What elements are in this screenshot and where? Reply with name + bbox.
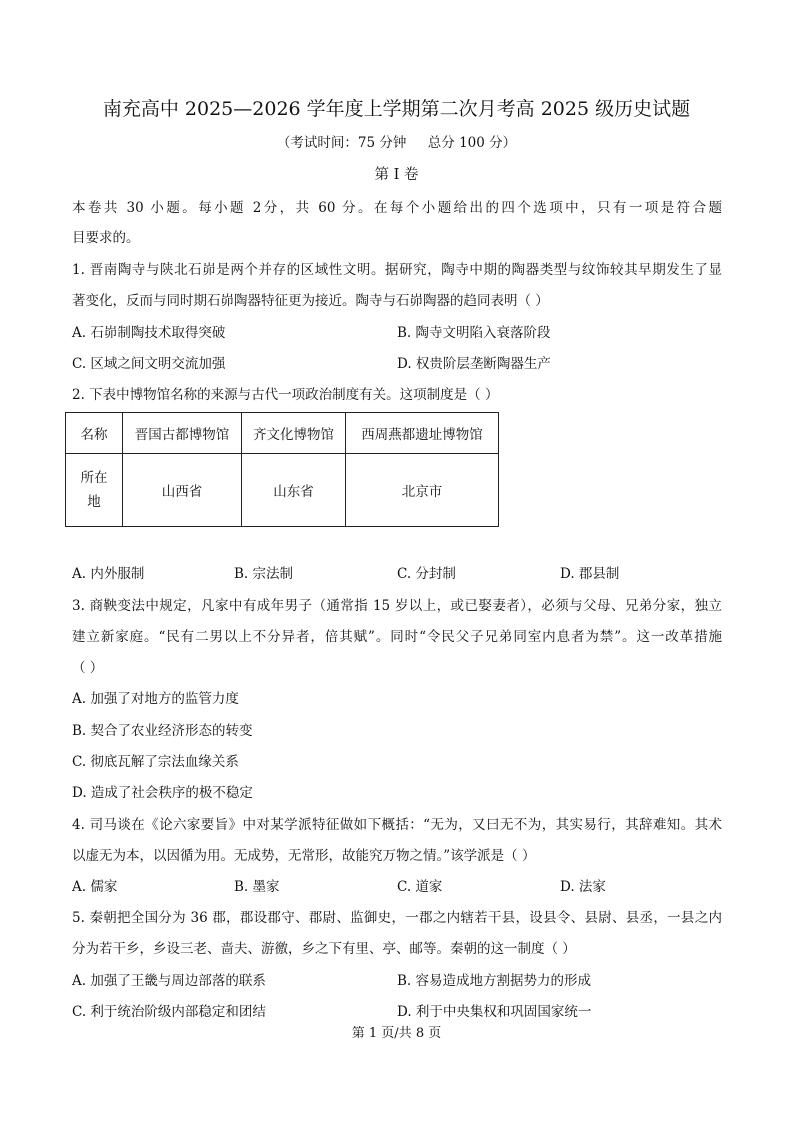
q2-stem: 2. 下表中博物馆名称的来源与古代一项政治制度有关。这项制度是（ ）: [72, 387, 499, 403]
museum-table-cell: 山东省: [242, 454, 346, 527]
q3-option-c: C. 彻底瓦解了宗法血缘关系: [72, 754, 239, 770]
q4-option-b: B. 墨家: [234, 879, 280, 895]
q3-stem-line-2: 建立新家庭。“民有二男以上不分异者，倍其赋”。同时“令民父子兄弟同室内息者为禁”。这一改革措施: [72, 629, 722, 645]
museum-table-header-location: [66, 454, 123, 527]
museum-table-row-names: [66, 413, 499, 454]
location-label-line-1: 所在: [80, 470, 108, 486]
q5-stem-line-2: 分为若干乡，乡设三老、啬夫、游徼，乡之下有里、亭、邮等。秦朝的这一制度（ ）: [72, 941, 576, 957]
q1-stem-line-1: 1. 晋南陶寺与陕北石峁是两个并存的区域性文明。据研究，陶寺中期的陶器类型与纹饰较其早期发生了显: [72, 262, 722, 278]
q5-option-b: B. 容易造成地方割据势力的形成: [397, 973, 592, 989]
museum-table-header-name: 名称: [66, 413, 123, 454]
q3-stem-line-1: 3. 商鞅变法中规定，凡家中有成年男子（通常指 15 岁以上，或已娶妻者），必须与父母、兄弟分家，独立: [72, 598, 722, 614]
instructions-line-1: 本卷共 30 小题。每小题 2分，共 60 分。在每个小题给出的四个选项中，只有一项是符合题: [72, 200, 722, 216]
museum-table: [65, 412, 499, 527]
q3-option-b: B. 契合了农业经济形态的转变: [72, 723, 253, 739]
q1-option-c: C. 区域之间文明交流加强: [72, 356, 226, 372]
museum-table-cell: 晋国古都博物馆: [123, 413, 242, 454]
museum-table-cell: 北京市: [346, 454, 499, 527]
q2-option-a: A. 内外服制: [72, 566, 145, 582]
q1-stem-line-2: 著变化，反而与同时期石峁陶器特征更为接近。陶寺与石峁陶器的趋同表明（ ）: [72, 293, 549, 309]
q3-stem-line-3: （ ）: [72, 660, 104, 676]
q3-option-a: A. 加强了对地方的监管力度: [72, 691, 239, 707]
q4-stem-line-2: 以虚无为本，以因循为用。无成势，无常形，故能究万物之情。”该学派是（ ）: [72, 848, 536, 864]
q2-option-d: D. 郡县制: [560, 566, 620, 582]
instructions-line-2: 目要求的。: [72, 230, 140, 246]
page-number: 第 1 页/共 8 页: [351, 1026, 442, 1041]
q4-stem-line-1: 4. 司马谈在《论六家要旨》中对某学派特征做如下概括：“无为，又曰无不为，其实易行，其辞难知。其术: [72, 817, 722, 833]
q1-option-a: A. 石峁制陶技术取得突破: [72, 325, 226, 341]
q5-option-d: D. 利于中央集权和巩固国家统一: [397, 1004, 592, 1020]
q4-option-a: A. 儒家: [72, 879, 118, 895]
q1-option-d: D. 权贵阶层垄断陶器生产: [397, 356, 551, 372]
museum-table-cell: 山西省: [123, 454, 242, 527]
museum-table-cell: 齐文化博物馆: [242, 413, 346, 454]
exam-title: 南充高中 2025—2026 学年度上学期第二次月考高 2025 级历史试题: [102, 98, 691, 120]
q5-option-a: A. 加强了王畿与周边部落的联系: [72, 973, 266, 989]
q2-option-b: B. 宗法制: [234, 566, 294, 582]
exam-subtitle: （考试时间：75 分钟 总分 100 分）: [276, 135, 517, 151]
q4-option-c: C. 道家: [397, 879, 443, 895]
q2-option-c: C. 分封制: [397, 566, 456, 582]
q1-option-b: B. 陶寺文明陷入衰落阶段: [397, 325, 551, 341]
q5-option-c: C. 利于统治阶级内部稳定和团结: [72, 1004, 266, 1020]
section-heading: 第 I 卷: [374, 167, 419, 183]
museum-table-cell: 西周燕都遗址博物馆: [346, 413, 499, 454]
q3-option-d: D. 造成了社会秩序的极不稳定: [72, 785, 253, 801]
location-label-line-2: 地: [87, 494, 101, 510]
museum-table-row-locations: [66, 454, 499, 527]
q4-option-d: D. 法家: [560, 879, 606, 895]
q5-stem-line-1: 5. 秦朝把全国分为 36 郡，郡设郡守、郡尉、监御史，一郡之内辖若干县，设县令、县尉、县丞，一县之内: [72, 910, 722, 926]
